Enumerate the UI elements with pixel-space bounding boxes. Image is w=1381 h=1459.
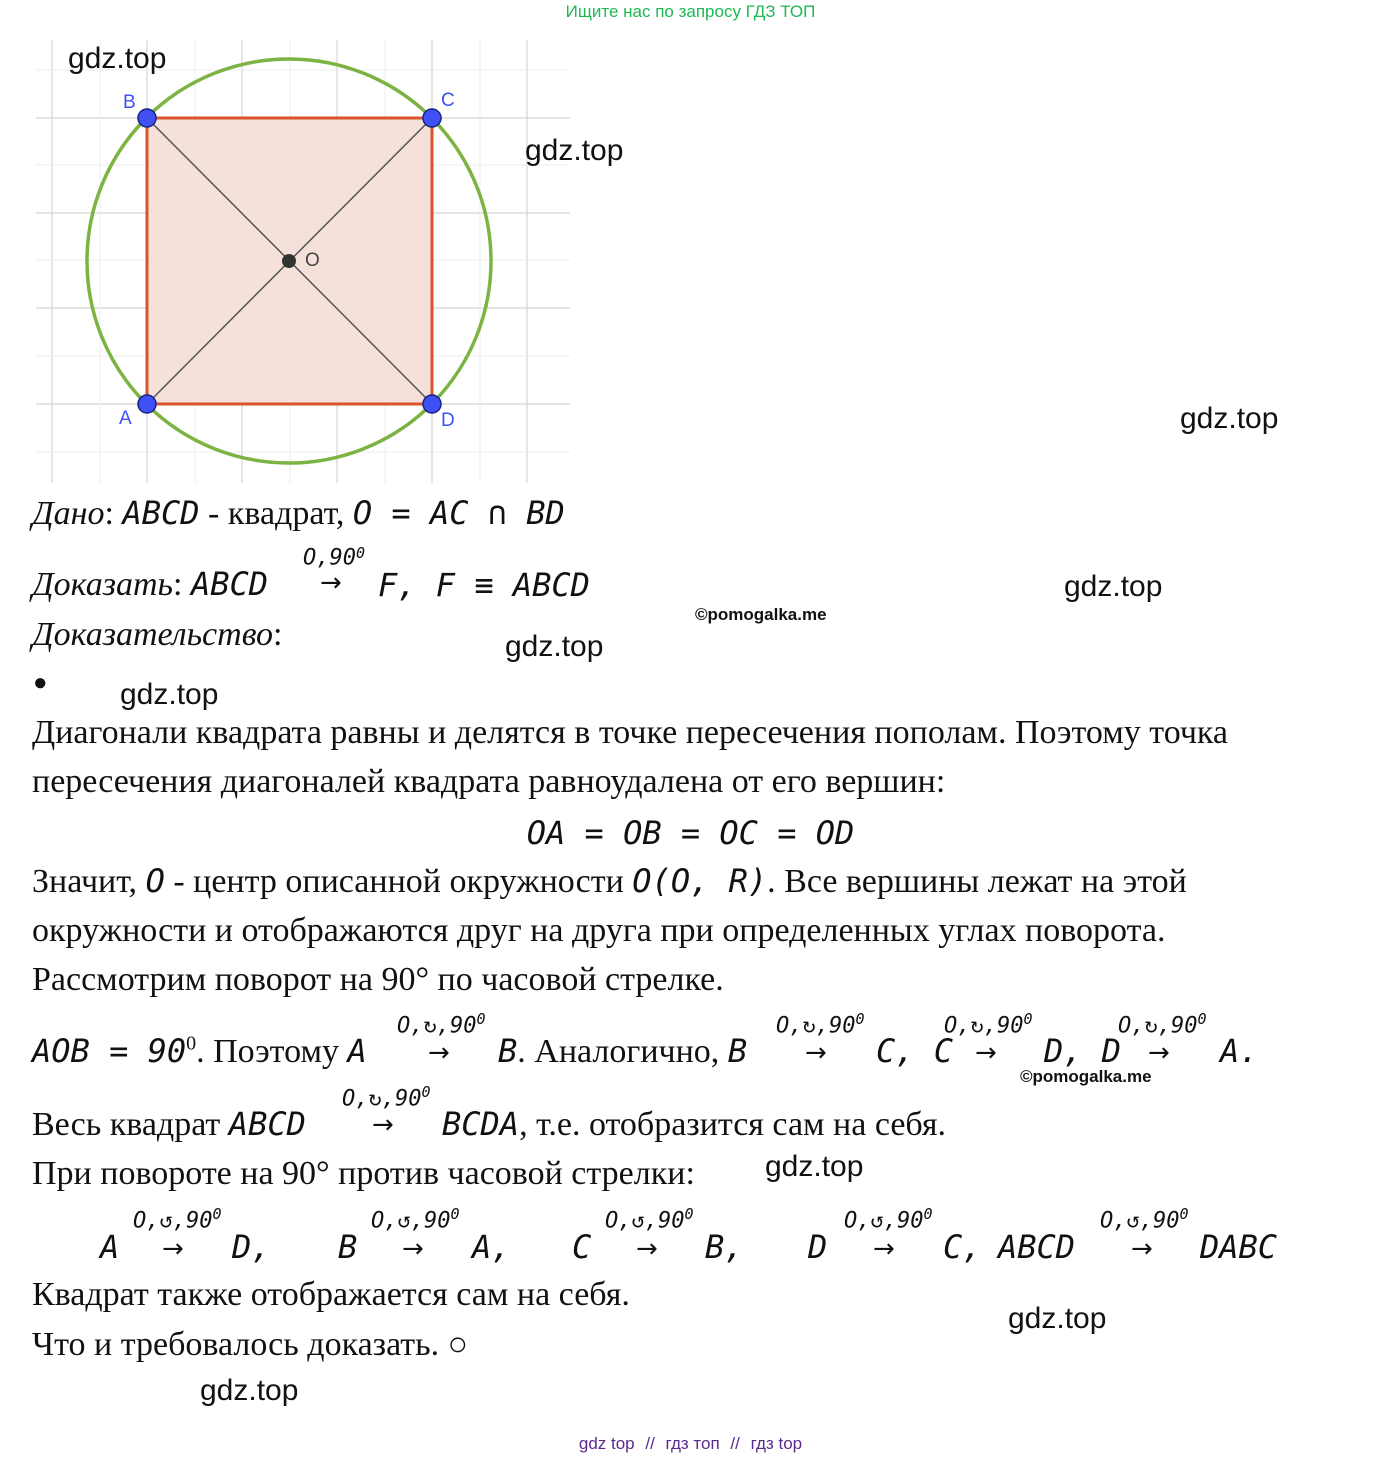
ccw-from-1: B	[338, 1228, 358, 1266]
equation: OA = OB = OC = OD	[526, 814, 855, 852]
whole-arrow: →	[372, 1110, 394, 1140]
given-line: Дано: ABCD - квадрат, O = AC ∩ BD	[32, 494, 565, 532]
copyright-2: ©pomogalka.me	[1020, 1067, 1152, 1086]
prove-left: ABCD	[190, 565, 268, 603]
given-expr: O = AC ∩ BD	[352, 494, 565, 532]
copyright-1: ©pomogalka.me	[695, 605, 827, 624]
prove-label: Доказать	[32, 566, 173, 603]
prove-rotation: $O,90^0$	[303, 544, 366, 571]
footer-link-gdz-top[interactable]: gdz top	[578, 1434, 635, 1453]
ccw-arrow-3: →	[873, 1234, 895, 1264]
proof-label: Доказательство:	[32, 616, 283, 653]
cw-rot-1: $O,↻,90^0$	[397, 1010, 486, 1039]
cw-rot-2: $O,↻,90^0$	[776, 1010, 865, 1039]
ccw-arrow-2: →	[636, 1234, 658, 1264]
paragraph2-line3: Рассмотрим поворот на 90° по часовой стрелке.	[32, 961, 724, 998]
ccw-from-0: A	[100, 1228, 120, 1266]
ccw-to-4: DABC	[1200, 1228, 1278, 1266]
qed-line: Что и требовалось доказать. ○	[32, 1326, 469, 1363]
watermark-3: gdz.top	[1180, 402, 1279, 435]
point-b	[138, 109, 156, 127]
ccw-intro: При повороте на 90° против часовой стрелки:	[32, 1155, 695, 1192]
footer	[0, 1434, 1381, 1454]
watermark-6: gdz.top	[120, 678, 219, 711]
ccw-to-2: B,	[705, 1228, 744, 1266]
watermark-4: gdz.top	[1064, 570, 1163, 603]
point-d	[423, 395, 441, 413]
footer-sep-1: //	[645, 1434, 655, 1453]
watermark-5: gdz.top	[505, 630, 604, 663]
prove-line: Доказать: ABCD	[32, 565, 268, 603]
cw-rot-3: $O,↻,90^0$	[944, 1010, 1033, 1039]
ccw-rot-4: $O,↺,90^0$	[1100, 1205, 1189, 1234]
point-o	[282, 254, 296, 268]
ccw-rot-0: $O,↺,90^0$	[133, 1205, 222, 1234]
also-line: Квадрат также отображается сам на себя.	[32, 1276, 630, 1313]
whole-right: BCDA, т.е. отобразится сам на себя.	[442, 1105, 947, 1143]
cw-c: C, C	[876, 1032, 954, 1070]
bullet: ●	[33, 670, 48, 696]
ccw-arrow-1: →	[402, 1234, 424, 1264]
cw-arrow-3: →	[975, 1038, 997, 1068]
cw-line-b: B. Аналогично, B	[498, 1032, 748, 1070]
footer-link-gdz-top-mixed[interactable]: гдз top	[750, 1434, 803, 1453]
paragraph1-line2: пересечения диагоналей квадрата равноудалена от его вершин:	[32, 763, 946, 800]
watermark-7: gdz.top	[765, 1150, 864, 1183]
ccw-rot-3: $O,↺,90^0$	[844, 1205, 933, 1234]
given-word: - квадрат,	[208, 495, 345, 532]
ccw-to-0: D,	[232, 1228, 271, 1266]
ccw-from-2: C	[572, 1228, 592, 1266]
label-d: D	[441, 410, 455, 431]
ccw-arrow-0: →	[162, 1234, 184, 1264]
paragraph2-line1: Значит, O - центр описанной окружности O(O, R). Все вершины лежат на этой	[32, 862, 1187, 900]
label-c: C	[441, 90, 455, 111]
ccw-to-3: C,	[943, 1228, 982, 1266]
cw-d: D, D	[1044, 1032, 1122, 1070]
given-label: Дано	[32, 495, 105, 532]
cw-line: AOB = $90^0$. Поэтому A	[32, 1032, 367, 1070]
cw-rot-4: $O,↻,90^0$	[1118, 1010, 1207, 1039]
ccw-from-3: D	[808, 1228, 828, 1266]
prove-right: F, F ≡ ABCD	[378, 566, 590, 604]
paragraph2-line2: окружности и отображаются друг на друга при определенных углах поворота.	[32, 912, 1166, 949]
ccw-rot-1: $O,↺,90^0$	[371, 1205, 460, 1234]
label-o: O	[305, 250, 320, 271]
search-hint: Ищите нас по запросу ГДЗ ТОП	[565, 2, 816, 21]
watermark-1: gdz.top	[68, 42, 167, 75]
ccw-from-4: ABCD	[998, 1228, 1076, 1266]
ccw-arrow-4: →	[1131, 1234, 1153, 1264]
watermark-2: gdz.top	[525, 134, 624, 167]
ccw-to-1: A,	[472, 1228, 511, 1266]
whole-rot: $O,↻,90^0$	[342, 1083, 431, 1112]
paragraph1-line1: Диагонали квадрата равны и делятся в точке пересечения пополам. Поэтому точка	[32, 714, 1229, 751]
cw-arrow-1: →	[428, 1038, 450, 1068]
footer-link-gdz-top-ru[interactable]: гдз топ	[665, 1434, 720, 1453]
whole-line: Весь квадрат ABCD	[32, 1105, 306, 1143]
label-a: A	[119, 408, 132, 429]
cw-a-end: A.	[1220, 1032, 1259, 1070]
label-b: B	[123, 92, 136, 113]
prove-arrow: →	[320, 568, 342, 598]
point-a	[138, 395, 156, 413]
cw-arrow-4: →	[1148, 1038, 1170, 1068]
point-c	[423, 109, 441, 127]
given-figure: ABCD	[122, 494, 200, 532]
watermark-8: gdz.top	[1008, 1302, 1107, 1335]
footer-sep-2: //	[730, 1434, 740, 1453]
ccw-rot-2: $O,↺,90^0$	[605, 1205, 694, 1234]
cw-arrow-2: →	[805, 1038, 827, 1068]
watermark-9: gdz.top	[200, 1374, 299, 1407]
